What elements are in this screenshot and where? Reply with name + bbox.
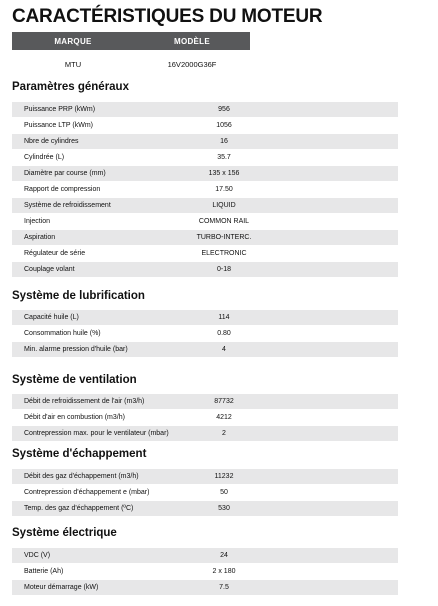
row-value: 50 [220, 489, 228, 496]
section-title-general: Paramètres généraux [12, 81, 129, 93]
page-title: CARACTÉRISTIQUES DU MOTEUR [12, 6, 323, 27]
row-value: 17.50 [215, 186, 233, 193]
row-value: 0.80 [217, 330, 231, 337]
row-label: Injection [24, 218, 51, 225]
row-value: 24 [220, 552, 228, 559]
row-value: 2 [222, 430, 226, 437]
table-row [12, 394, 398, 410]
table-electrical [12, 548, 398, 596]
row-value: 956 [218, 106, 230, 113]
table-row [12, 580, 398, 596]
row-value: 16 [220, 138, 228, 145]
table-row [12, 501, 398, 517]
row-value: 2 x 180 [212, 568, 236, 575]
table-row [12, 310, 398, 326]
row-label: Régulateur de série [24, 250, 86, 257]
model-value: 16V2000G36F [167, 59, 217, 69]
row-label: Capacité huile (L) [24, 314, 79, 321]
table-row [12, 134, 398, 150]
row-value: 0-18 [216, 266, 231, 273]
brand-table-header [12, 32, 250, 50]
header-modele: MODÈLE [173, 36, 211, 46]
row-label: Contrepression max. pour le ventilateur (mbar) [24, 430, 169, 437]
header-marque: MARQUE [54, 36, 92, 46]
table-row [12, 166, 398, 182]
row-label: Temp. des gaz d'échappement (ºC) [24, 505, 134, 512]
brand-value: MTU [64, 59, 82, 69]
table-row [12, 426, 398, 442]
row-value: 114 [218, 314, 230, 321]
table-exhaust [12, 469, 398, 517]
row-label: Diamètre par course (mm) [24, 170, 106, 177]
row-label: Cylindrée (L) [24, 154, 65, 161]
section-title-electrical: Système électrique [12, 527, 117, 539]
row-value: 4 [222, 346, 226, 353]
row-value: 87732 [214, 398, 234, 405]
section-title-exhaust: Système d'échappement [12, 448, 147, 460]
table-row [12, 410, 398, 426]
row-label: Débit d'air en combustion (m3/h) [24, 414, 125, 421]
row-value: 7.5 [219, 584, 229, 591]
table-row [12, 326, 398, 342]
row-label: Min. alarme pression d'huile (bar) [24, 346, 128, 353]
row-label: Batterie (Ah) [24, 568, 64, 575]
row-label: Moteur démarrage (kW) [24, 584, 99, 591]
table-row [12, 262, 398, 278]
table-row [12, 150, 398, 166]
table-row [12, 230, 398, 246]
row-value: TURBO-INTERC. [196, 234, 252, 241]
row-label: Rapport de compression [24, 186, 101, 193]
row-label: Nbre de cylindres [24, 138, 79, 145]
table-row [12, 198, 398, 214]
table-row [12, 485, 398, 501]
row-value: 4212 [216, 414, 232, 421]
table-row [12, 548, 398, 564]
table-row [12, 214, 398, 230]
row-label: Contrepression d'échappement e (mbar) [24, 489, 150, 496]
row-label: Débit de refroidissement de l'air (m3/h) [24, 398, 145, 405]
row-value: 35.7 [217, 154, 231, 161]
table-row [12, 118, 398, 134]
row-value: 1056 [216, 122, 232, 129]
row-label: Puissance PRP (kWm) [24, 106, 96, 113]
table-row [12, 342, 398, 358]
row-value: 135 x 156 [208, 170, 240, 177]
row-value: LIQUID [212, 202, 236, 209]
row-value: 11232 [214, 473, 234, 480]
row-value: 530 [218, 505, 230, 512]
section-title-lubrication: Système de lubrification [12, 290, 145, 302]
table-row [12, 102, 398, 118]
row-label: Puissance LTP (kWm) [24, 122, 93, 129]
table-row [12, 182, 398, 198]
row-value: ELECTRONIC [201, 250, 247, 257]
row-label: Consommation huile (%) [24, 330, 101, 337]
table-ventilation [12, 394, 398, 442]
table-lubrication [12, 310, 398, 358]
table-general [12, 102, 398, 278]
row-label: Couplage volant [24, 266, 75, 273]
table-row [12, 469, 398, 485]
row-label: VDC (V) [24, 552, 51, 559]
row-label: Système de refroidissement [24, 202, 111, 209]
row-label: Aspiration [24, 234, 56, 241]
section-title-ventilation: Système de ventilation [12, 374, 137, 386]
table-row [12, 564, 398, 580]
row-label: Débit des gaz d'échappement (m3/h) [24, 473, 139, 480]
brand-table-row [12, 57, 250, 71]
table-row [12, 246, 398, 262]
row-value: COMMON RAIL [198, 218, 250, 225]
